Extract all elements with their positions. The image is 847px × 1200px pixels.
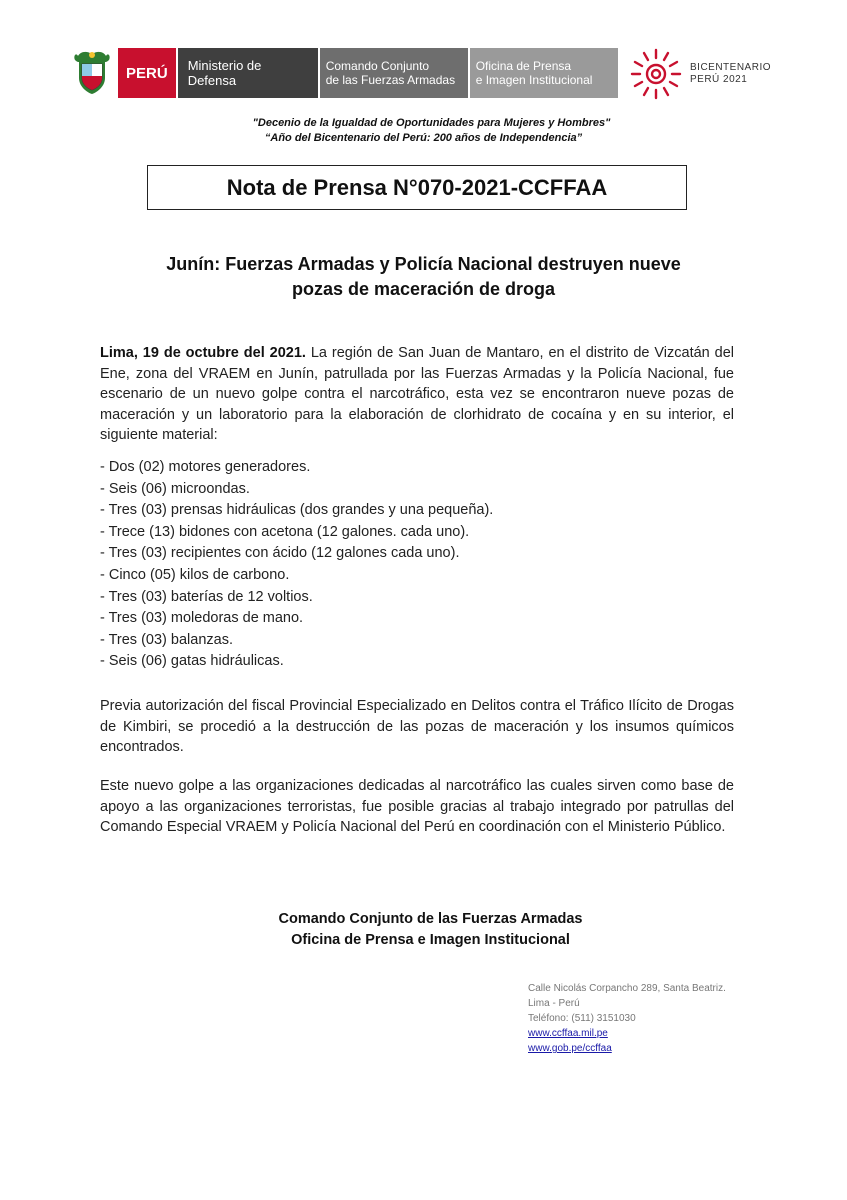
- list-item: - Tres (03) baterías de 12 voltios.: [100, 588, 313, 605]
- oficina-prensa-label: [470, 48, 618, 98]
- bicentenario-line-2: PERÚ 2021: [690, 74, 748, 85]
- list-item: - Tres (03) moledoras de mano.: [100, 610, 304, 627]
- signature-line-1: Comando Conjunto de las Fuerzas Armadas: [278, 911, 583, 927]
- bicentenario-text: [690, 62, 771, 86]
- peru-label: PERÚ: [118, 48, 178, 98]
- list-item: - Cinco (05) kilos de carbono.: [100, 566, 290, 583]
- list-item: - Tres (03) balanzas.: [100, 631, 233, 648]
- headline: [100, 252, 747, 302]
- press-release-title: Nota de Prensa N°070-2021-CCFFAA: [147, 165, 687, 210]
- oficina-line-2: e Imagen Institucional: [475, 73, 593, 87]
- comando-conjunto-label: [320, 48, 470, 98]
- list-item: - Trece (13) bidones con acetona (12 galones. cada uno).: [100, 523, 470, 540]
- comando-line-2: de las Fuerzas Armadas: [325, 73, 456, 87]
- paragraph-1: [100, 343, 734, 446]
- motto-line-2: “Año del Bicentenario del Perú: 200 años de Independencia”: [264, 132, 583, 144]
- materials-list: [100, 457, 734, 673]
- paragraph-2: Previa autorización del fiscal Provincial Especializado en Delitos contra el Tráfico Ilícito de Drogas de Kimbiri, se procedió a la destrucción de las pozas de maceración y los insumos químicos encontrados.: [100, 698, 734, 755]
- bicentenario-logo-icon: [628, 46, 684, 102]
- ccffaa-website-link[interactable]: www.ccffaa.mil.pe: [528, 1028, 608, 1039]
- list-item: - Dos (02) motores generadores.: [100, 459, 311, 475]
- headline-line-1: Junín: Fuerzas Armadas y Policía Nacional destruyen nueve: [166, 254, 681, 274]
- list-item: - Tres (03) recipientes con ácido (12 galones cada uno).: [100, 545, 460, 562]
- official-motto: [0, 116, 847, 146]
- signature-block: [0, 909, 847, 951]
- list-item: - Seis (06) microondas.: [100, 480, 250, 497]
- national-shield-icon: [72, 48, 112, 98]
- signature-line-2: Oficina de Prensa e Imagen Institucional: [291, 932, 570, 948]
- contact-city: Lima - Perú: [528, 998, 580, 1009]
- bicentenario-line-1: BICENTENARIO: [690, 62, 772, 73]
- gob-website-link[interactable]: www.gob.pe/ccffaa: [528, 1043, 612, 1054]
- list-item: - Seis (06) gatas hidráulicas.: [100, 653, 284, 670]
- comando-line-1: Comando Conjunto: [325, 59, 430, 73]
- motto-line-1: "Decenio de la Igualdad de Oportunidades para Mujeres y Hombres": [252, 117, 611, 129]
- contact-info: [528, 981, 726, 1056]
- list-item: - Tres (03) prensas hidráulicas (dos grandes y una pequeña).: [100, 502, 494, 519]
- dateline: Lima, 19 de octubre del 2021.: [100, 345, 306, 361]
- headline-line-2: pozas de maceración de droga: [291, 279, 556, 299]
- bicentenario-logo: [628, 46, 771, 102]
- contact-phone: Teléfono: (511) 3151030: [528, 1013, 636, 1024]
- contact-address: Calle Nicolás Corpancho 289, Santa Beatriz.: [528, 983, 726, 994]
- oficina-line-1: Oficina de Prensa: [475, 59, 572, 73]
- government-brand-bar: [118, 48, 618, 98]
- paragraph-3: Este nuevo golpe a las organizaciones dedicadas al narcotráfico las cuales sirven como base de apoyo a las organizaciones terroristas, fue posible gracias al trabajo integrado por patrullas del Comando Especial VRAEM y Policía Nacional del Perú en coordinación con el Ministerio Público.: [100, 778, 734, 835]
- institutional-header: [72, 48, 618, 98]
- ministerio-label: Ministerio de Defensa: [178, 48, 320, 98]
- paragraph-1-text: La región de San Juan de Mantaro, en el distrito de Vizcatán del Ene, zona del VRAEM en Junín, patrullada por las Fuerzas Armadas y la Policía Nacional, fue escenario de un nuevo golpe contra el narcotráfico, esta vez se encontraron nueve pozas de maceración y un laboratorio para la elaboración de clorhidrato de cocaína y en su interior, el siguiente material:: [100, 345, 734, 443]
